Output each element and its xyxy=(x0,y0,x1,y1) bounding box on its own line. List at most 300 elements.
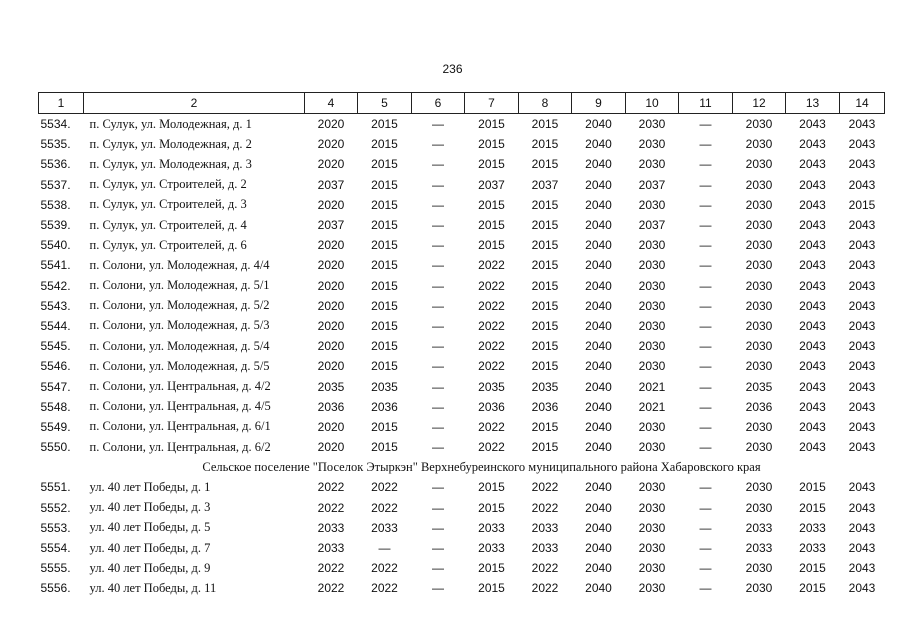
year-cell: 2037 xyxy=(638,218,666,233)
year-cell: 2043 xyxy=(848,359,876,374)
year-cell: 2043 xyxy=(799,359,826,374)
address-cell: ул. 40 лет Победы, д. 3 xyxy=(89,500,211,515)
year-cell: 2030 xyxy=(745,500,773,515)
year-cell: — xyxy=(432,157,444,172)
year-cell: 2040 xyxy=(585,197,612,212)
year-cell: 2015 xyxy=(371,238,398,253)
year-cell: — xyxy=(378,541,391,556)
year-cell: 2030 xyxy=(745,440,773,455)
year-cell: — xyxy=(432,298,444,313)
year-cell: 2033 xyxy=(531,520,559,535)
address-cell: ул. 40 лет Победы, д. 11 xyxy=(89,580,217,595)
year-cell: 2043 xyxy=(848,318,876,333)
year-cell: 2030 xyxy=(638,117,666,132)
column-header: 5 xyxy=(358,93,412,114)
year-cell: 2020 xyxy=(317,278,345,293)
year-cell: 2043 xyxy=(848,238,876,253)
year-cell: 2043 xyxy=(799,379,826,394)
year-cell: 2022 xyxy=(317,581,345,596)
year-cell: 2030 xyxy=(638,541,666,556)
year-cell: — xyxy=(432,440,444,455)
year-cell: 2030 xyxy=(745,157,773,172)
year-cell: 2030 xyxy=(638,258,666,273)
year-cell: 2040 xyxy=(585,298,612,313)
table-row xyxy=(39,235,885,255)
year-cell: 2040 xyxy=(585,561,612,576)
year-cell: 2043 xyxy=(799,440,826,455)
year-cell: 2015 xyxy=(371,419,398,434)
section-row xyxy=(39,457,885,477)
year-cell: 2043 xyxy=(799,238,826,253)
year-cell: 2015 xyxy=(531,258,559,273)
year-cell: — xyxy=(432,399,444,414)
table-row xyxy=(39,316,885,336)
year-cell: 2015 xyxy=(531,278,559,293)
year-cell: 2021 xyxy=(638,379,666,394)
year-cell: 2021 xyxy=(638,399,666,414)
year-cell: 2040 xyxy=(585,419,612,434)
year-cell: — xyxy=(432,419,444,434)
year-cell: 2043 xyxy=(799,339,826,354)
year-cell: 2040 xyxy=(585,238,612,253)
year-cell: 2043 xyxy=(848,480,876,495)
year-cell: 2015 xyxy=(478,157,505,172)
year-cell: 2040 xyxy=(585,278,612,293)
year-cell: 2043 xyxy=(799,137,826,152)
address-cell: ул. 40 лет Победы, д. 9 xyxy=(89,560,211,575)
year-cell: 2030 xyxy=(745,339,773,354)
address-cell: п. Сулук, ул. Молодежная, д. 2 xyxy=(89,136,252,151)
address-cell: ул. 40 лет Победы, д. 7 xyxy=(89,540,211,555)
year-cell: — xyxy=(432,197,444,212)
year-cell: 2030 xyxy=(638,440,666,455)
column-header: 10 xyxy=(626,93,679,114)
page-number: 236 xyxy=(442,62,463,76)
table-row xyxy=(39,538,885,558)
address-cell: п. Солони, ул. Центральная, д. 4/2 xyxy=(89,379,271,394)
year-cell: 2043 xyxy=(848,157,876,172)
year-cell: 2043 xyxy=(848,440,876,455)
year-cell: 2033 xyxy=(317,541,345,556)
year-cell: 2015 xyxy=(371,339,398,354)
row-number: 5544. xyxy=(40,318,71,333)
column-header: 12 xyxy=(733,93,786,114)
year-cell: 2040 xyxy=(585,137,612,152)
year-cell: 2030 xyxy=(745,278,773,293)
year-cell: 2015 xyxy=(478,238,505,253)
year-cell: 2043 xyxy=(848,298,876,313)
year-cell: — xyxy=(699,520,712,535)
year-cell: 2022 xyxy=(478,318,505,333)
table-row xyxy=(39,477,885,497)
year-cell: — xyxy=(699,157,712,172)
year-cell: 2030 xyxy=(638,318,666,333)
year-cell: 2043 xyxy=(799,419,826,434)
year-cell: 2015 xyxy=(531,157,559,172)
address-cell: п. Сулук, ул. Строителей, д. 2 xyxy=(89,177,247,192)
year-cell: 2022 xyxy=(531,480,559,495)
year-cell: — xyxy=(699,218,712,233)
column-header: 1 xyxy=(39,93,84,114)
column-header: 11 xyxy=(679,93,733,114)
year-cell: 2015 xyxy=(531,197,559,212)
year-cell: 2030 xyxy=(638,359,666,374)
year-cell: — xyxy=(432,238,444,253)
year-cell: 2043 xyxy=(799,117,826,132)
year-cell: 2022 xyxy=(317,561,345,576)
year-cell: — xyxy=(432,581,444,596)
table-row xyxy=(39,356,885,376)
year-cell: 2022 xyxy=(478,339,505,354)
year-cell: 2036 xyxy=(745,399,773,414)
table-row xyxy=(39,276,885,296)
table-row xyxy=(39,195,885,215)
year-cell: 2015 xyxy=(531,298,559,313)
table-row xyxy=(39,175,885,195)
year-cell: 2015 xyxy=(371,298,398,313)
year-cell: 2015 xyxy=(531,359,559,374)
year-cell: 2015 xyxy=(371,440,398,455)
year-cell: 2036 xyxy=(531,399,559,414)
year-cell: 2043 xyxy=(799,157,826,172)
year-cell: 2043 xyxy=(799,298,826,313)
row-number: 5534. xyxy=(40,117,71,132)
year-cell: 2020 xyxy=(317,238,345,253)
year-cell: — xyxy=(699,137,712,152)
year-cell: 2030 xyxy=(638,480,666,495)
year-cell: 2043 xyxy=(799,318,826,333)
row-number: 5538. xyxy=(40,197,71,212)
year-cell: — xyxy=(432,137,444,152)
address-cell: ул. 40 лет Победы, д. 1 xyxy=(89,479,211,494)
year-cell: 2030 xyxy=(745,218,773,233)
year-cell: 2020 xyxy=(317,318,345,333)
year-cell: 2043 xyxy=(848,117,876,132)
year-cell: 2020 xyxy=(317,419,345,434)
year-cell: 2015 xyxy=(799,500,826,515)
year-cell: 2022 xyxy=(371,500,398,515)
year-cell: — xyxy=(432,500,444,515)
address-cell: п. Солони, ул. Молодежная, д. 5/5 xyxy=(89,358,270,373)
year-cell: — xyxy=(432,177,444,192)
year-cell: — xyxy=(699,238,712,253)
column-header: 6 xyxy=(412,93,465,114)
table-row xyxy=(39,376,885,396)
year-cell: 2020 xyxy=(317,197,345,212)
row-number: 5556. xyxy=(40,581,71,596)
year-cell: — xyxy=(432,339,444,354)
year-cell: — xyxy=(699,440,712,455)
year-cell: 2037 xyxy=(531,177,559,192)
year-cell: 2015 xyxy=(478,581,505,596)
year-cell: 2033 xyxy=(317,520,345,535)
year-cell: 2043 xyxy=(848,258,876,273)
year-cell: 2015 xyxy=(531,419,559,434)
table-row xyxy=(39,417,885,437)
year-cell: 2043 xyxy=(848,339,876,354)
year-cell: 2022 xyxy=(478,359,505,374)
year-cell: 2015 xyxy=(371,218,398,233)
year-cell: 2015 xyxy=(371,197,398,212)
year-cell: — xyxy=(432,359,444,374)
year-cell: 2030 xyxy=(638,298,666,313)
year-cell: 2036 xyxy=(317,399,345,414)
year-cell: 2030 xyxy=(745,137,773,152)
year-cell: 2033 xyxy=(745,520,773,535)
year-cell: 2015 xyxy=(799,480,826,495)
year-cell: 2040 xyxy=(585,117,612,132)
year-cell: — xyxy=(699,541,712,556)
year-cell: 2015 xyxy=(531,238,559,253)
row-number: 5537. xyxy=(40,177,71,192)
year-cell: 2022 xyxy=(478,258,505,273)
year-cell: — xyxy=(699,379,712,394)
year-cell: 2015 xyxy=(799,581,826,596)
year-cell: 2043 xyxy=(799,278,826,293)
table-row xyxy=(39,518,885,538)
year-cell: 2015 xyxy=(371,117,398,132)
year-cell: 2030 xyxy=(745,177,773,192)
year-cell: 2037 xyxy=(638,177,666,192)
address-cell: п. Солони, ул. Молодежная, д. 5/4 xyxy=(89,338,270,353)
year-cell: 2015 xyxy=(371,157,398,172)
year-cell: 2040 xyxy=(585,339,612,354)
year-cell: 2015 xyxy=(371,359,398,374)
year-cell: 2022 xyxy=(317,480,345,495)
year-cell: — xyxy=(432,258,444,273)
table-row xyxy=(39,154,885,174)
year-cell: 2030 xyxy=(745,581,773,596)
year-cell: 2020 xyxy=(317,157,345,172)
table-row xyxy=(39,336,885,356)
year-cell: 2043 xyxy=(848,541,876,556)
year-cell: 2030 xyxy=(745,480,773,495)
year-cell: 2015 xyxy=(848,197,876,212)
year-cell: — xyxy=(699,197,712,212)
year-cell: 2040 xyxy=(585,177,612,192)
column-header: 8 xyxy=(519,93,572,114)
year-cell: 2022 xyxy=(531,561,559,576)
year-cell: 2030 xyxy=(745,238,773,253)
year-cell: — xyxy=(699,359,712,374)
year-cell: 2015 xyxy=(531,117,559,132)
row-number: 5545. xyxy=(40,339,71,354)
row-number: 5539. xyxy=(40,218,71,233)
year-cell: 2043 xyxy=(848,581,876,596)
year-cell: 2033 xyxy=(478,541,505,556)
row-number: 5553. xyxy=(40,520,71,535)
year-cell: 2030 xyxy=(638,137,666,152)
year-cell: 2033 xyxy=(531,541,559,556)
year-cell: 2040 xyxy=(585,318,612,333)
year-cell: 2022 xyxy=(371,561,398,576)
year-cell: — xyxy=(699,581,712,596)
year-cell: 2040 xyxy=(585,258,612,273)
year-cell: 2022 xyxy=(371,480,398,495)
year-cell: 2043 xyxy=(848,379,876,394)
row-number: 5550. xyxy=(40,440,71,455)
year-cell: 2040 xyxy=(585,359,612,374)
year-cell: 2033 xyxy=(799,541,826,556)
year-cell: 2030 xyxy=(745,258,773,273)
year-cell: 2035 xyxy=(745,379,773,394)
year-cell: 2015 xyxy=(478,137,505,152)
address-cell: п. Солони, ул. Молодежная, д. 4/4 xyxy=(89,257,270,272)
year-cell: 2033 xyxy=(799,520,826,535)
column-header: 14 xyxy=(840,93,885,114)
table-row xyxy=(39,255,885,275)
year-cell: 2022 xyxy=(478,278,505,293)
row-number: 5554. xyxy=(40,541,71,556)
address-cell: п. Сулук, ул. Строителей, д. 4 xyxy=(89,217,247,232)
schedule-table xyxy=(38,92,885,599)
year-cell: 2015 xyxy=(371,177,398,192)
year-cell: 2020 xyxy=(317,117,345,132)
year-cell: 2030 xyxy=(638,561,666,576)
year-cell: 2015 xyxy=(531,440,559,455)
year-cell: 2015 xyxy=(478,197,505,212)
year-cell: 2015 xyxy=(478,480,505,495)
year-cell: 2030 xyxy=(638,238,666,253)
year-cell: 2040 xyxy=(585,399,612,414)
year-cell: 2030 xyxy=(638,197,666,212)
year-cell: 2043 xyxy=(848,419,876,434)
year-cell: 2030 xyxy=(745,419,773,434)
row-number: 5536. xyxy=(40,157,71,172)
year-cell: 2015 xyxy=(531,339,559,354)
year-cell: 2043 xyxy=(799,399,826,414)
table-row xyxy=(39,558,885,578)
row-number: 5547. xyxy=(40,379,71,394)
year-cell: — xyxy=(699,561,712,576)
year-cell: 2020 xyxy=(317,258,345,273)
year-cell: 2043 xyxy=(848,561,876,576)
year-cell: 2036 xyxy=(371,399,398,414)
row-number: 5535. xyxy=(40,137,71,152)
year-cell: 2043 xyxy=(848,177,876,192)
year-cell: 2035 xyxy=(531,379,559,394)
year-cell: 2040 xyxy=(585,440,612,455)
row-number: 5543. xyxy=(40,298,71,313)
year-cell: — xyxy=(699,500,712,515)
address-cell: п. Сулук, ул. Строителей, д. 3 xyxy=(89,197,247,212)
year-cell: 2030 xyxy=(638,581,666,596)
year-cell: 2015 xyxy=(478,218,505,233)
row-number: 5542. xyxy=(40,278,71,293)
year-cell: 2030 xyxy=(745,298,773,313)
year-cell: 2020 xyxy=(317,298,345,313)
year-cell: 2015 xyxy=(799,561,826,576)
address-cell: п. Сулук, ул. Молодежная, д. 3 xyxy=(89,156,252,171)
year-cell: 2033 xyxy=(371,520,398,535)
table-row xyxy=(39,296,885,316)
year-cell: 2030 xyxy=(745,197,773,212)
address-cell: п. Солони, ул. Молодежная, д. 5/2 xyxy=(89,298,270,313)
year-cell: — xyxy=(699,258,712,273)
table-row xyxy=(39,114,885,135)
table-body xyxy=(39,114,885,599)
year-cell: 2030 xyxy=(745,117,773,132)
column-header: 2 xyxy=(84,93,305,114)
year-cell: — xyxy=(699,480,712,495)
year-cell: 2043 xyxy=(799,258,826,273)
year-cell: 2040 xyxy=(585,541,612,556)
year-cell: — xyxy=(432,218,444,233)
year-cell: 2020 xyxy=(317,137,345,152)
year-cell: 2037 xyxy=(317,177,345,192)
year-cell: 2043 xyxy=(799,177,826,192)
year-cell: 2022 xyxy=(531,581,559,596)
year-cell: 2043 xyxy=(848,399,876,414)
year-cell: 2022 xyxy=(478,298,505,313)
year-cell: — xyxy=(432,117,444,132)
year-cell: 2015 xyxy=(531,218,559,233)
year-cell: 2033 xyxy=(745,541,773,556)
year-cell: 2030 xyxy=(638,520,666,535)
year-cell: 2040 xyxy=(585,480,612,495)
year-cell: 2030 xyxy=(638,157,666,172)
year-cell: — xyxy=(699,298,712,313)
year-cell: 2015 xyxy=(371,258,398,273)
year-cell: 2030 xyxy=(745,318,773,333)
year-cell: 2015 xyxy=(371,278,398,293)
year-cell: — xyxy=(699,339,712,354)
year-cell: 2030 xyxy=(745,561,773,576)
year-cell: 2040 xyxy=(585,218,612,233)
row-number: 5555. xyxy=(40,561,71,576)
year-cell: 2030 xyxy=(638,278,666,293)
year-cell: 2022 xyxy=(478,419,505,434)
year-cell: — xyxy=(699,318,712,333)
year-cell: 2035 xyxy=(478,379,505,394)
year-cell: — xyxy=(699,117,712,132)
column-header: 4 xyxy=(305,93,358,114)
row-number: 5546. xyxy=(40,359,71,374)
address-cell: п. Солони, ул. Молодежная, д. 5/1 xyxy=(89,278,270,293)
year-cell: 2030 xyxy=(745,359,773,374)
year-cell: 2015 xyxy=(531,318,559,333)
year-cell: 2020 xyxy=(317,359,345,374)
year-cell: 2037 xyxy=(478,177,505,192)
address-cell: п. Солони, ул. Центральная, д. 6/1 xyxy=(89,419,271,434)
year-cell: — xyxy=(432,541,444,556)
table-row xyxy=(39,397,885,417)
year-cell: 2043 xyxy=(848,218,876,233)
year-cell: 2020 xyxy=(317,339,345,354)
row-number: 5548. xyxy=(40,399,71,414)
address-cell: п. Солони, ул. Центральная, д. 4/5 xyxy=(89,399,271,414)
year-cell: 2037 xyxy=(317,218,345,233)
year-cell: 2035 xyxy=(317,379,345,394)
table-row xyxy=(39,437,885,457)
year-cell: — xyxy=(699,177,712,192)
year-cell: 2040 xyxy=(585,581,612,596)
year-cell: 2022 xyxy=(317,500,345,515)
row-number: 5540. xyxy=(40,238,71,253)
row-number: 5541. xyxy=(40,258,71,273)
year-cell: 2040 xyxy=(585,520,612,535)
year-cell: 2043 xyxy=(848,500,876,515)
year-cell: 2040 xyxy=(585,157,612,172)
year-cell: 2043 xyxy=(799,218,826,233)
year-cell: 2040 xyxy=(585,379,612,394)
column-header: 7 xyxy=(465,93,519,114)
year-cell: — xyxy=(432,278,444,293)
row-number: 5549. xyxy=(40,419,71,434)
year-cell: 2015 xyxy=(478,500,505,515)
year-cell: 2030 xyxy=(638,500,666,515)
table-row xyxy=(39,215,885,235)
